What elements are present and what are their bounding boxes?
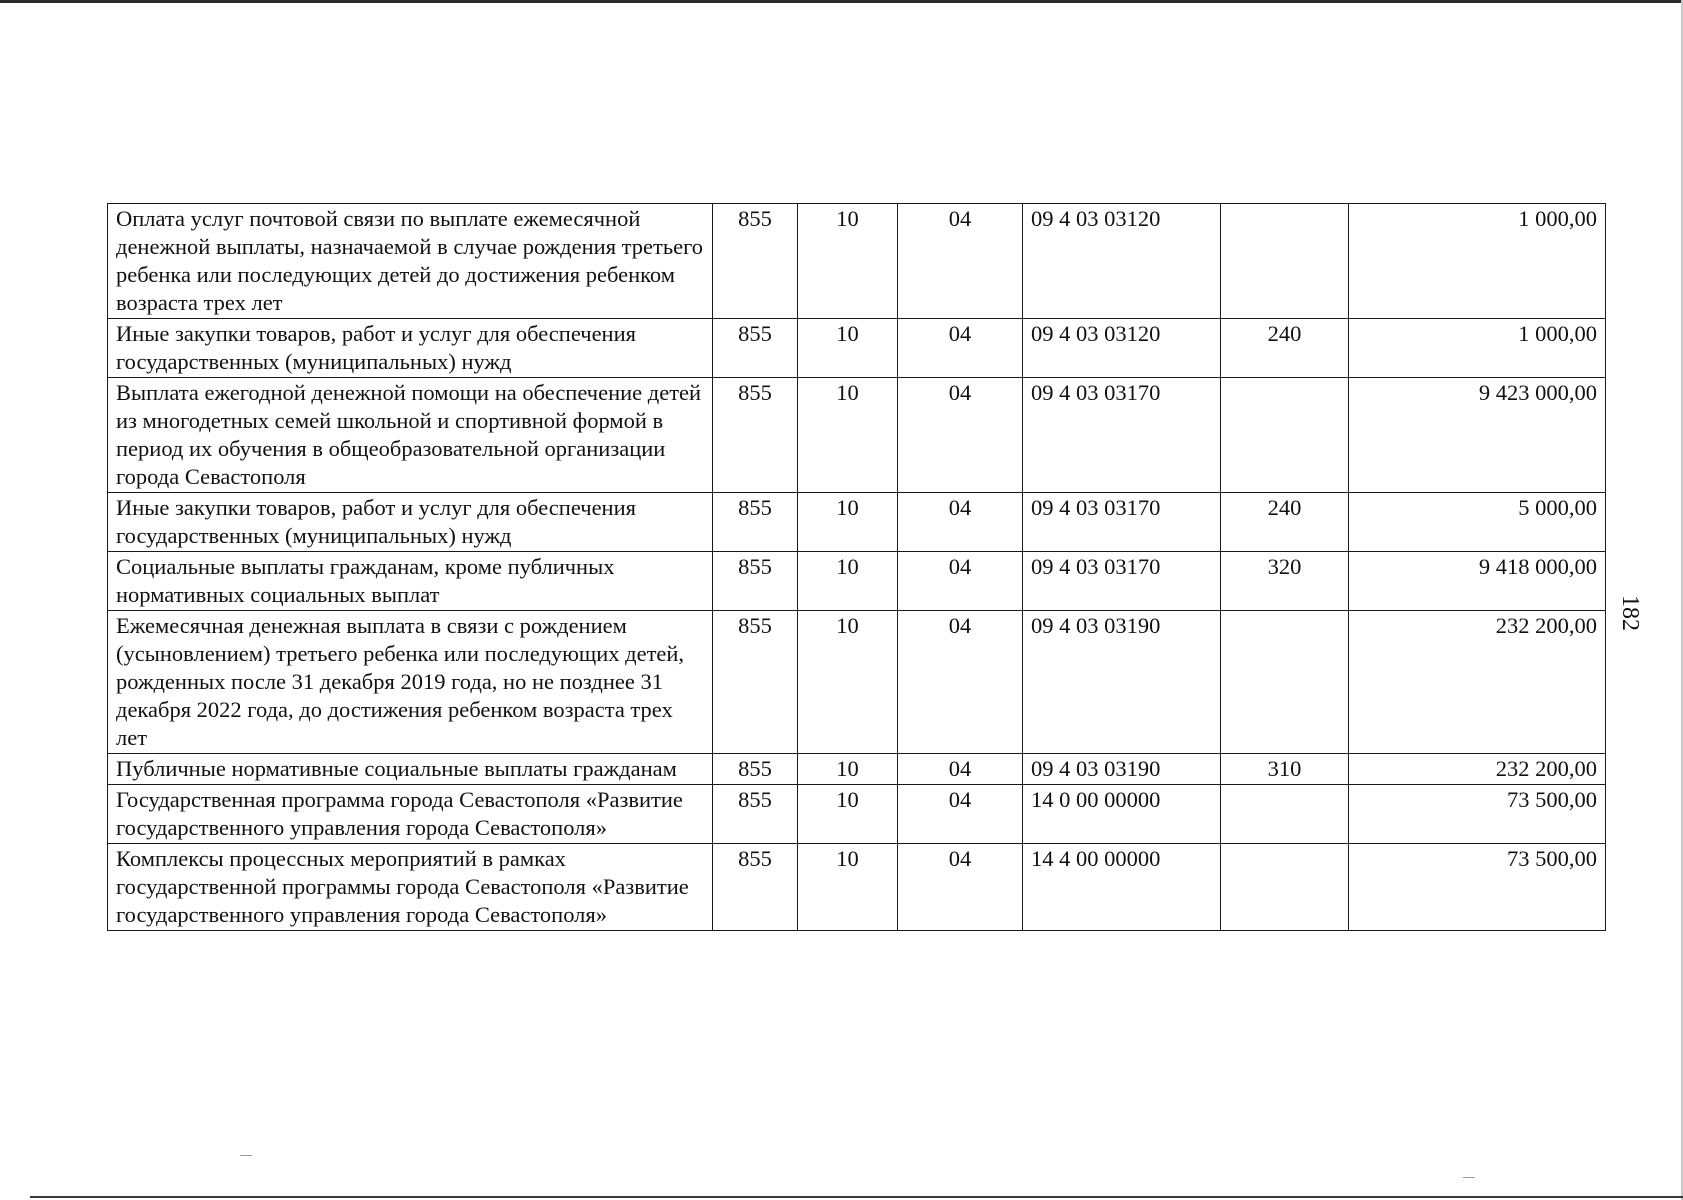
budget-table	[107, 203, 1606, 931]
expense-name-cell: Выплата ежегодной денежной помощи на обеспечение детей из многодетных семей школьной и спортивной формой в период их обучения в общеобразовательной организации города Севастополя	[108, 378, 713, 493]
section-code-cell: 10	[798, 754, 898, 785]
amount-cell: 73 500,00	[1349, 844, 1606, 931]
section-code-cell: 10	[798, 785, 898, 844]
subsection-code-cell: 04	[898, 611, 1023, 754]
page-number: 182	[1617, 595, 1643, 631]
expense-type-cell: 240	[1221, 493, 1349, 552]
expense-name-cell: Иные закупки товаров, работ и услуг для обеспечения государственных (муниципальных) нужд	[108, 319, 713, 378]
expense-name-cell: Публичные нормативные социальные выплаты гражданам	[108, 754, 713, 785]
section-code-cell: 10	[798, 493, 898, 552]
table-row	[108, 493, 1606, 552]
expense-name-cell: Ежемесячная денежная выплата в связи с рождением (усыновлением) третьего ребенка или последующих детей, рожденных после 31 декабря 2019 года, но не позднее 31 декабря 2022 года, до достижения ребенком возраста трех лет	[108, 611, 713, 754]
expense-name-cell: Оплата услуг почтовой связи по выплате ежемесячной денежной выплаты, назначаемой в случае рождения третьего ребенка или последующих детей до достижения ребенком возраста трех лет	[108, 204, 713, 319]
expense-type-cell: 320	[1221, 552, 1349, 611]
table-row	[108, 844, 1606, 931]
table-row	[108, 785, 1606, 844]
amount-cell: 1 000,00	[1349, 204, 1606, 319]
expense-type-cell	[1221, 844, 1349, 931]
target-article-cell: 14 0 00 00000	[1023, 785, 1221, 844]
target-article-cell: 09 4 03 03120	[1023, 319, 1221, 378]
target-article-cell: 09 4 03 03190	[1023, 611, 1221, 754]
subsection-code-cell: 04	[898, 785, 1023, 844]
expense-name-cell: Государственная программа города Севастополя «Развитие государственного управления города Севастополя»	[108, 785, 713, 844]
amount-cell: 73 500,00	[1349, 785, 1606, 844]
section-code-cell: 10	[798, 611, 898, 754]
target-article-cell: 09 4 03 03170	[1023, 493, 1221, 552]
ministry-code-cell: 855	[713, 493, 798, 552]
subsection-code-cell: 04	[898, 754, 1023, 785]
table-row	[108, 552, 1606, 611]
table-row	[108, 378, 1606, 493]
ministry-code-cell: 855	[713, 785, 798, 844]
amount-cell: 232 200,00	[1349, 754, 1606, 785]
expense-name-cell: Иные закупки товаров, работ и услуг для обеспечения государственных (муниципальных) нужд	[108, 493, 713, 552]
expense-type-cell: 240	[1221, 319, 1349, 378]
scan-artifact	[240, 1155, 252, 1156]
ministry-code-cell: 855	[713, 552, 798, 611]
target-article-cell: 09 4 03 03190	[1023, 754, 1221, 785]
target-article-cell: 09 4 03 03120	[1023, 204, 1221, 319]
section-code-cell: 10	[798, 378, 898, 493]
ministry-code-cell: 855	[713, 754, 798, 785]
subsection-code-cell: 04	[898, 844, 1023, 931]
amount-cell: 1 000,00	[1349, 319, 1606, 378]
subsection-code-cell: 04	[898, 319, 1023, 378]
table-row	[108, 754, 1606, 785]
amount-cell: 9 418 000,00	[1349, 552, 1606, 611]
target-article-cell: 09 4 03 03170	[1023, 552, 1221, 611]
budget-table-body	[108, 204, 1606, 931]
subsection-code-cell: 04	[898, 493, 1023, 552]
target-article-cell: 14 4 00 00000	[1023, 844, 1221, 931]
expense-name-cell: Комплексы процессных мероприятий в рамках государственной программы города Севастополя «Развитие государственного управления города Севастополя»	[108, 844, 713, 931]
expense-type-cell	[1221, 611, 1349, 754]
section-code-cell: 10	[798, 552, 898, 611]
ministry-code-cell: 855	[713, 319, 798, 378]
section-code-cell: 10	[798, 319, 898, 378]
expense-type-cell	[1221, 378, 1349, 493]
ministry-code-cell: 855	[713, 611, 798, 754]
amount-cell: 232 200,00	[1349, 611, 1606, 754]
scan-edge-bottom	[30, 1196, 1683, 1198]
scan-edge-top	[0, 0, 1683, 3]
table-row	[108, 611, 1606, 754]
section-code-cell: 10	[798, 204, 898, 319]
ministry-code-cell: 855	[713, 378, 798, 493]
scan-artifact	[1463, 1177, 1475, 1178]
expense-type-cell	[1221, 204, 1349, 319]
target-article-cell: 09 4 03 03170	[1023, 378, 1221, 493]
section-code-cell: 10	[798, 844, 898, 931]
ministry-code-cell: 855	[713, 204, 798, 319]
ministry-code-cell: 855	[713, 844, 798, 931]
table-row	[108, 319, 1606, 378]
expense-type-cell	[1221, 785, 1349, 844]
subsection-code-cell: 04	[898, 378, 1023, 493]
amount-cell: 5 000,00	[1349, 493, 1606, 552]
subsection-code-cell: 04	[898, 552, 1023, 611]
table-row	[108, 204, 1606, 319]
amount-cell: 9 423 000,00	[1349, 378, 1606, 493]
expense-name-cell: Социальные выплаты гражданам, кроме публичных нормативных социальных выплат	[108, 552, 713, 611]
subsection-code-cell: 04	[898, 204, 1023, 319]
expense-type-cell: 310	[1221, 754, 1349, 785]
